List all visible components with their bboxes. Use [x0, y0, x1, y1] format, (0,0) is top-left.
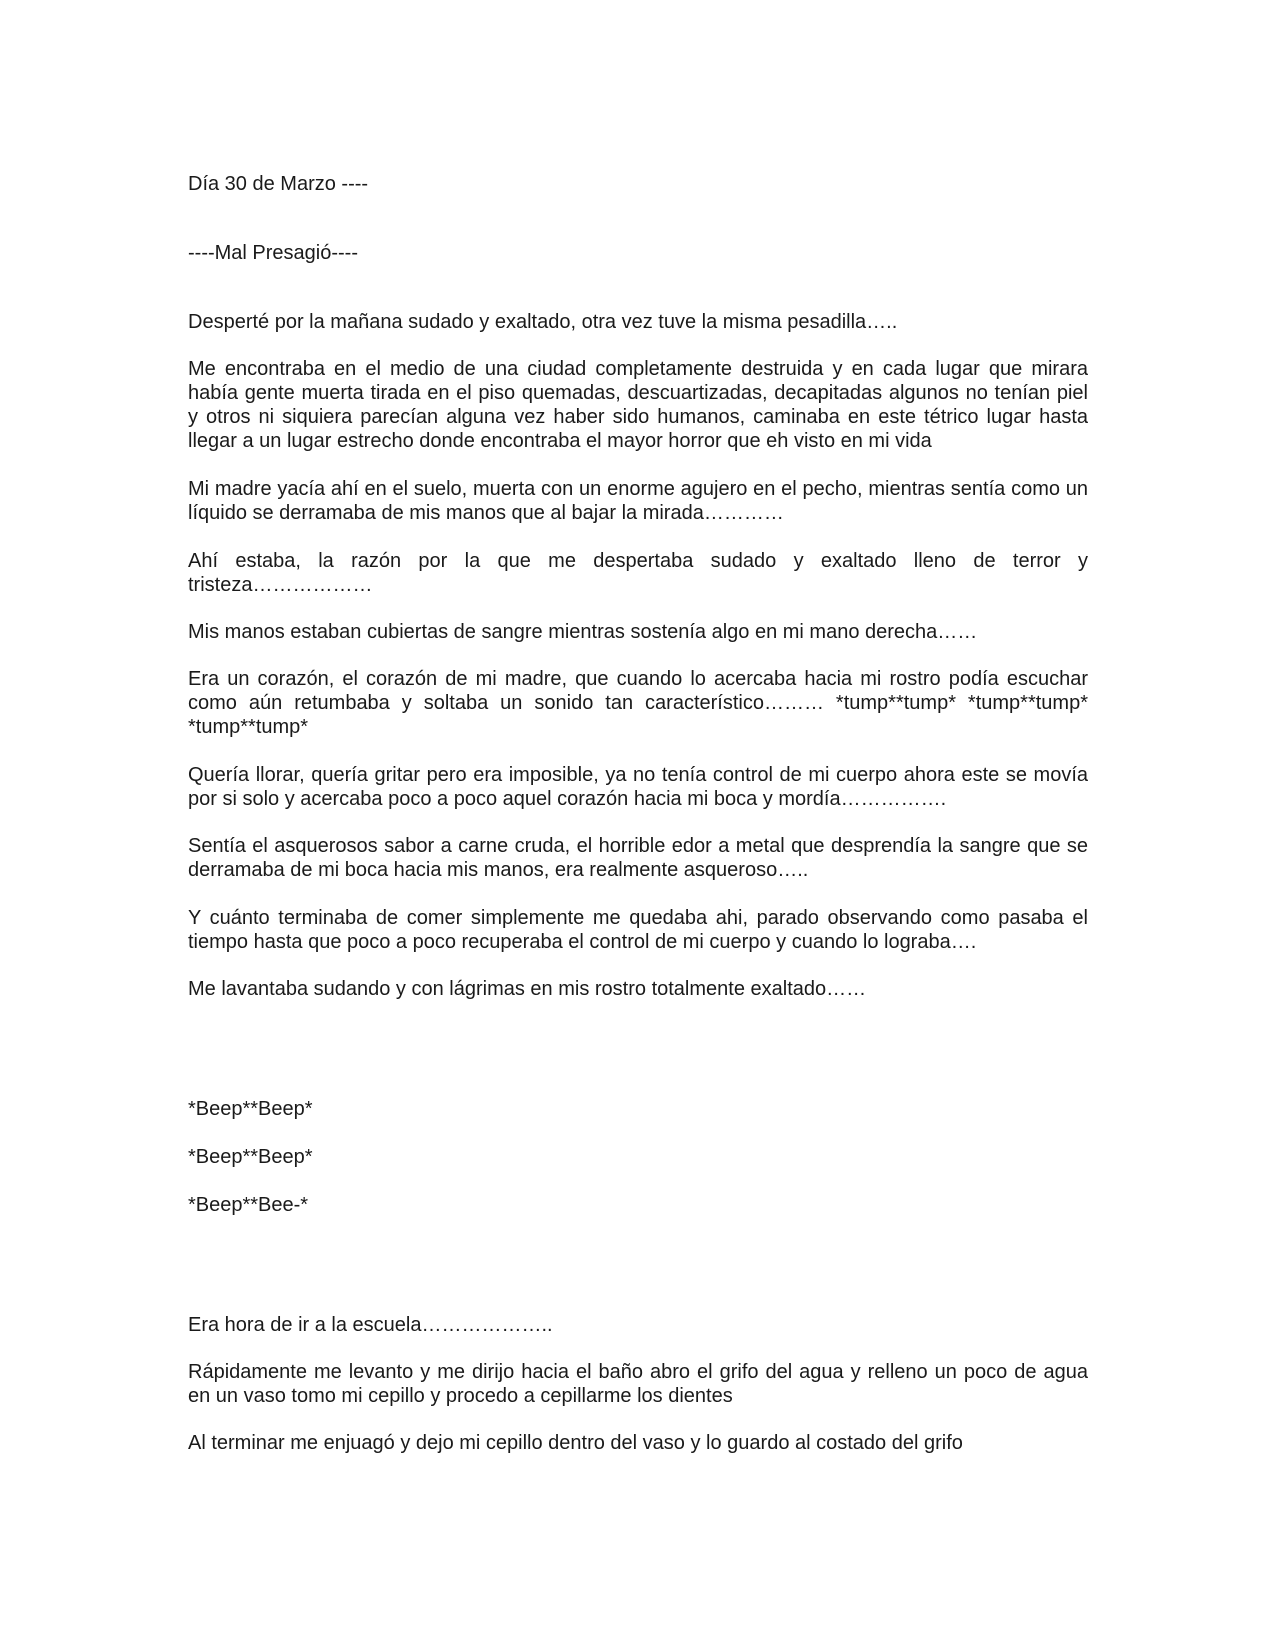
paragraph: Rápidamente me levanto y me dirijo hacia el baño abro el grifo del agua y relleno un poco de agua en un vaso tomo mi cepillo y procedo a cepillarme los dientes	[188, 1361, 1088, 1407]
paragraph: Era un corazón, el corazón de mi madre, que cuando lo acercaba hacia mi rostro podía escuchar como aún retumbaba y soltaba un sonido tan característico……… *tump**tump* *tump**tump* *tump**tump*	[188, 668, 1088, 738]
paragraph: Me encontraba en el medio de una ciudad completamente destruida y en cada lugar que mirara había gente muerta tirada en el piso quemadas, descuartizadas, decapitadas algunos no tenían piel y otros ni siquiera parecían alguna vez haber sido humanos, caminaba en este tétrico lugar hasta llegar a un lugar estrecho donde encontraba el mayor horror que eh visto en mi vida	[188, 358, 1088, 452]
paragraph: Me lavantaba sudando y con lágrimas en mis rostro totalmente exaltado……	[188, 978, 867, 1000]
paragraph: Y cuánto terminaba de comer simplemente me quedaba ahi, parado observando como pasaba el tiempo hasta que poco a poco recuperaba el control de mi cuerpo y cuando lo lograba….	[188, 907, 1088, 953]
paragraph: Sentía el asquerosos sabor a carne cruda, el horrible edor a metal que desprendía la sangre que se derramaba de mi boca hacia mis manos, era realmente asqueroso…..	[188, 835, 1088, 881]
document-title: ----Mal Presagió----	[188, 242, 358, 264]
paragraph: Era hora de ir a la escuela………………..	[188, 1314, 553, 1336]
beep-line: *Beep**Bee-*	[188, 1194, 309, 1216]
paragraph: Mis manos estaban cubiertas de sangre mientras sostenía algo en mi mano derecha……	[188, 621, 978, 643]
paragraph: Ahí estaba, la razón por la que me despertaba sudado y exaltado lleno de terror y tristeza………………	[188, 550, 1088, 596]
date-line: Día 30 de Marzo ----	[188, 173, 369, 195]
beep-line: *Beep**Beep*	[188, 1146, 313, 1168]
paragraph: Mi madre yacía ahí en el suelo, muerta con un enorme agujero en el pecho, mientras sentía como un líquido se derramaba de mis manos que al bajar la mirada…………	[188, 478, 1088, 524]
paragraph: Desperté por la mañana sudado y exaltado, otra vez tuve la misma pesadilla…..	[188, 311, 898, 333]
paragraph: Quería llorar, quería gritar pero era imposible, ya no tenía control de mi cuerpo ahora este se movía por si solo y acercaba poco a poco aquel corazón hacia mi boca y mordía…………….	[188, 764, 1088, 810]
beep-line: *Beep**Beep*	[188, 1098, 313, 1120]
paragraph: Al terminar me enjuagó y dejo mi cepillo dentro del vaso y lo guardo al costado del grifo	[188, 1432, 963, 1454]
